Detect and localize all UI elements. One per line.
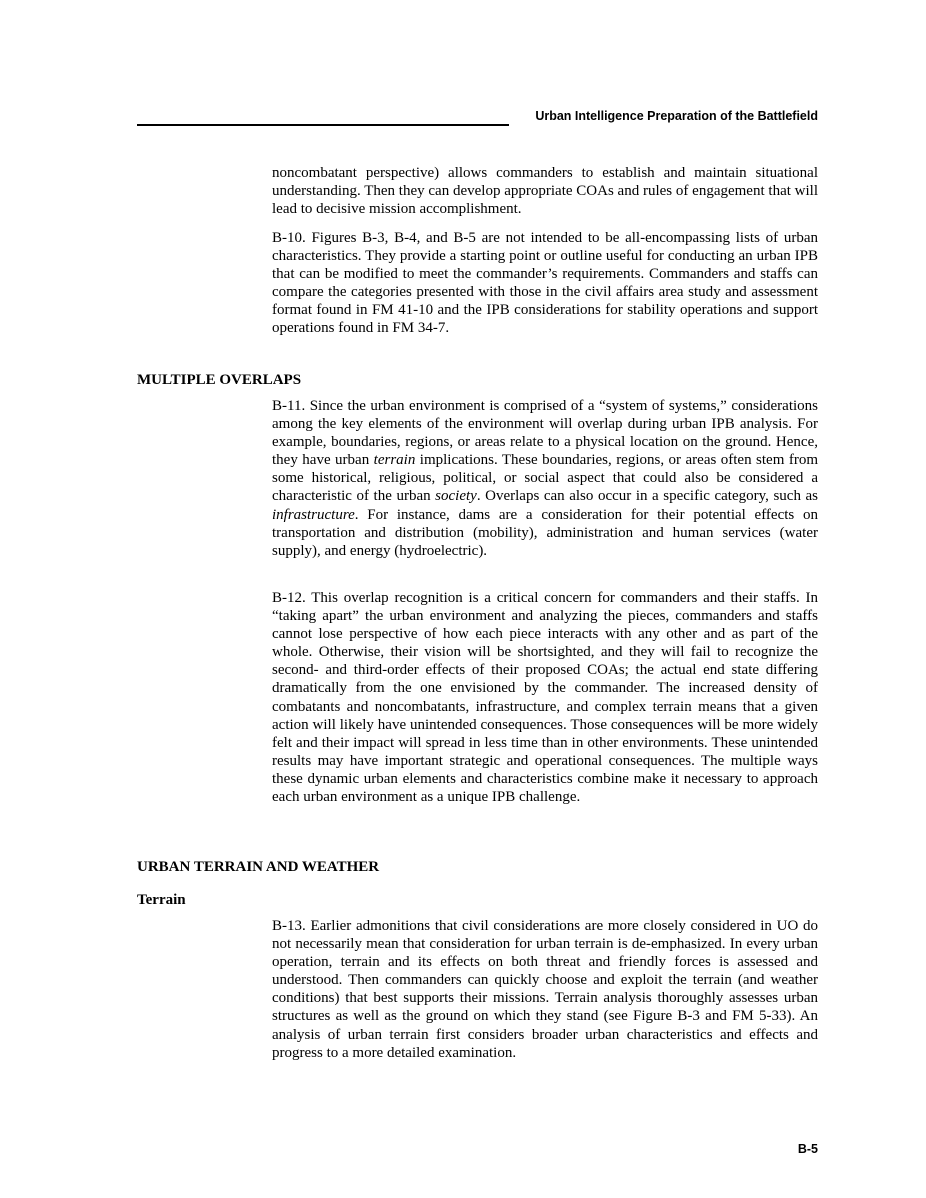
paragraph-text: noncombatant perspective) allows commanders to establish and maintain situational understanding. Then they can develop appropriate COAs and rules of engagement that will lead to decisive mission accomplishment. <box>272 165 818 218</box>
paragraph-b-10 <box>272 229 818 338</box>
text-run: B-11. Since the urban environment is comprised of a “system of systems,” considerations among the key elements of the environment will overlap during urban IPB analysis. For example, boundaries, regions, or areas relate to a physical location on the ground. Hence, they have urban <box>272 398 818 469</box>
section-heading-multiple-overlaps: MULTIPLE OVERLAPS <box>137 372 302 388</box>
paragraph-b-13 <box>272 917 818 1062</box>
paragraph-text: B-12. This overlap recognition is a critical concern for commanders and their staffs. In “taking apart” the urban environment and analyzing the pieces, commanders and staffs cannot lose perspective of how each piece interacts with any other and as part of the whole. Otherwise, their vision will be shortsighted, and they will fail to recognize the second- and third-order effects of their proposed COAs; the actual end state differing dramatically from the one envisioned by the commander. The increased density of combatants and noncombatants, infrastructure, and complex terrain means that a given action will likely have unintended consequences. Those consequences will be more widely felt and their impact will spread in less time than in other environments. These unintended results may have important strategic and operational consequences. The multiple ways these dynamic urban elements and characteristics combine make it necessary to approach each urban environment as a unique IPB challenge. <box>272 590 818 806</box>
section-heading-urban-terrain-weather: URBAN TERRAIN AND WEATHER <box>137 859 380 875</box>
paragraph-text: B-13. Earlier admonitions that civil considerations are more closely considered in UO do not necessarily mean that consideration for urban terrain is de-emphasized. In every urban operation, terrain and its effects on both threat and friendly forces is assessed and understood. Then commanders can quickly choose and exploit the terrain (and weather conditions) that best supports their missions. Terrain analysis thoroughly assesses urban structures as well as the ground on which they stand (see Figure B-3 and FM 5-33). An analysis of urban terrain first considers broader urban characteristics and effects and progress to a more detailed examination. <box>272 918 818 1061</box>
text-run: . Overlaps can also occur in a specific category, such as <box>476 488 818 505</box>
emphasis-society: society <box>435 488 477 505</box>
running-header <box>137 108 818 126</box>
emphasis-infrastructure: infrastructure <box>272 506 355 523</box>
page-number: B-5 <box>797 1142 818 1156</box>
text-run: . For instance, dams are a consideration for their potential effects on transportation and distribution (mobility), administration and human services (water supply), and energy (hydroelectric). <box>272 506 818 559</box>
header-rule <box>137 124 509 126</box>
emphasis-terrain: terrain <box>373 452 416 469</box>
text-run: implications. These boundaries, regions, or areas often stem from some historical, religious, political, or social aspect that could also be considered a characteristic of the urban <box>272 452 818 505</box>
paragraph-b-11 <box>272 397 818 560</box>
paragraph-b-12 <box>272 589 818 806</box>
paragraph-text: B-10. Figures B-3, B-4, and B-5 are not intended to be all-encompassing lists of urban characteristics. They provide a starting point or outline useful for conducting an urban IPB that can be modified to meet the commander’s requirements. Commanders and staffs can compare the categories presented with those in the civil affairs area study and assessment format found in FM 41-10 and the IPB considerations for stability operations and support operations found in FM 34-7. <box>272 230 818 337</box>
paragraph-continuation <box>272 164 818 218</box>
subheading-terrain: Terrain <box>137 892 186 908</box>
paragraph-text <box>272 397 818 560</box>
header-title: Urban Intelligence Preparation of the Battlefield <box>535 109 818 123</box>
